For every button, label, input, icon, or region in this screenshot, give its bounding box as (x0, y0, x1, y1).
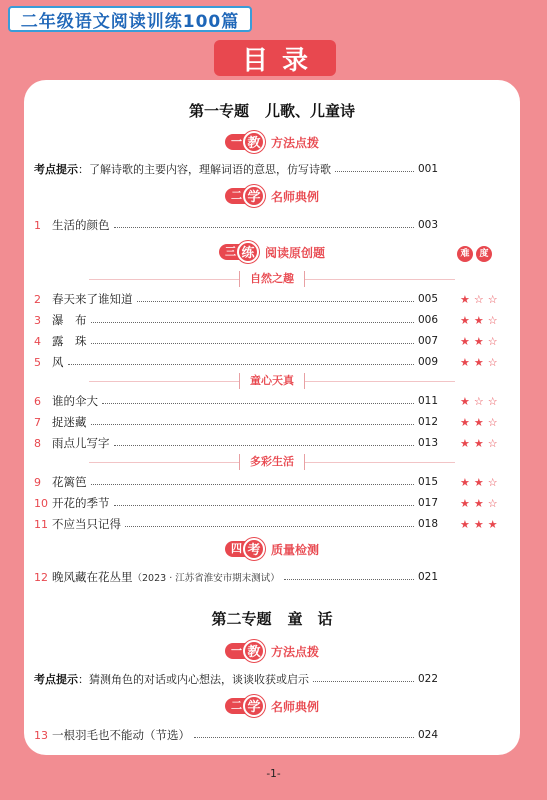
toc-entry[interactable]: 3 瀑 布 006 ★★☆ (24, 311, 520, 329)
toc-entry[interactable]: 5 风 009 ★★☆ (24, 353, 520, 371)
page-number: -1- (266, 768, 281, 780)
subcategory-header: 童心天真 (24, 373, 520, 389)
toc-panel (24, 80, 520, 755)
category-jiao: 一 教 方法点拨 (24, 642, 520, 660)
category-jiao: 一 教 方法点拨 (24, 133, 520, 151)
section-title: 第二专题 童 话 (211, 610, 333, 628)
difficulty-stars: ★★☆ (460, 436, 502, 450)
difficulty-label: 难 度 (457, 246, 492, 262)
toc-entry[interactable]: 10 开花的季节 017 ★★☆ (24, 494, 520, 512)
difficulty-stars: ★☆☆ (460, 394, 502, 408)
difficulty-stars: ★★☆ (460, 313, 502, 327)
book-title: 二年级语文阅读训练100篇 (20, 11, 240, 32)
subcategory-header: 自然之趣 (24, 271, 520, 287)
toc-entry[interactable]: 6 谁的伞大 011 ★☆☆ (24, 392, 520, 410)
difficulty-stars: ★★☆ (460, 496, 502, 510)
toc-entry[interactable]: 13 一根羽毛也不能动（节选） 024 (34, 728, 439, 742)
toc-title-box (214, 40, 336, 76)
difficulty-stars: ★★★ (460, 517, 502, 531)
exam-point-entry[interactable]: 考点提示：猜测角色的对话或内心想法，谈谈收获或启示 022 (34, 673, 439, 686)
category-xue: 二 学 名师典例 (24, 697, 520, 715)
toc-entry[interactable]: 4 露 珠 007 ★★☆ (24, 332, 520, 350)
difficulty-stars: ★☆☆ (460, 292, 502, 306)
difficulty-stars: ★★☆ (460, 334, 502, 348)
category-lian: 三 练 阅读原创题 (24, 243, 520, 261)
section-title: 第一专题 儿歌、儿童诗 (188, 102, 356, 120)
toc-entry[interactable]: 2 春天来了谁知道 005 ★☆☆ (24, 290, 520, 308)
exam-point-entry[interactable]: 考点提示：了解诗歌的主要内容，理解词语的意思，仿写诗歌 001 (34, 163, 439, 176)
toc-entry[interactable]: 9 花篱笆 015 ★★☆ (24, 473, 520, 491)
toc-entry[interactable]: 12 晚风藏在花丛里 （2023 · 江苏省淮安市期末测试） 021 (34, 570, 439, 584)
toc-entry[interactable]: 11 不应当只记得 018 ★★★ (24, 515, 520, 533)
difficulty-stars: ★★☆ (460, 475, 502, 489)
difficulty-stars: ★★☆ (460, 415, 502, 429)
category-kao: 四 考 质量检测 (24, 540, 520, 558)
toc-entry[interactable]: 7 捉迷藏 012 ★★☆ (24, 413, 520, 431)
toc-entry[interactable]: 1 生活的颜色 003 (34, 218, 439, 232)
subcategory-header: 多彩生活 (24, 454, 520, 470)
toc-entry[interactable]: 8 雨点儿写字 013 ★★☆ (24, 434, 520, 452)
category-xue: 二 学 名师典例 (24, 187, 520, 205)
toc-title: 目录 (241, 45, 322, 76)
book-title-banner (8, 6, 252, 32)
difficulty-stars: ★★☆ (460, 355, 502, 369)
